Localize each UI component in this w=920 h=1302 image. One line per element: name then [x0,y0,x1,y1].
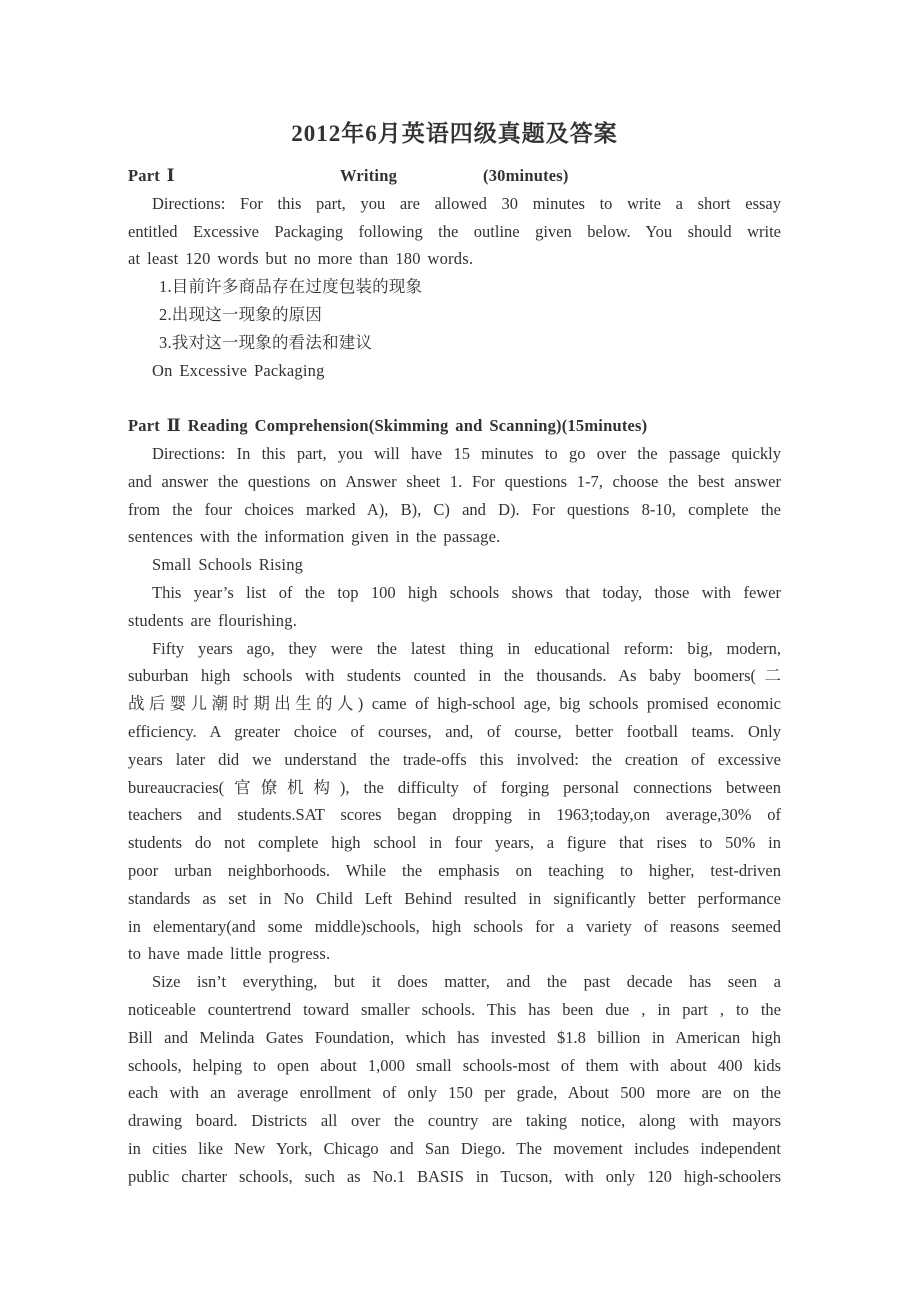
part2-directions-line: from the four choices marked A), B), C) and D). For questions 8-10, complete the [128,499,781,519]
passage-line: public charter schools, such as No.1 BASIS in Tucson, with only 120 high-schoolers [128,1166,781,1186]
part2-directions-line: Directions: In this part, you will have 15 minutes to go over the passage quickly [152,443,781,463]
part2-directions-line: sentences with the information given in the passage. [128,527,501,547]
part1-section-name: Writing [340,166,398,185]
spacer-line [128,384,781,412]
passage-line: noticeable countertrend toward smaller schools. This has been due , in part , to the [128,999,781,1019]
passage-line: years later did we understand the trade-offs this involved: the creation of excessive [128,749,781,769]
passage-line: students do not complete high school in four years, a figure that rises to 50% in [128,833,781,853]
passage-line: to have made little progress. [128,944,331,964]
outline-item: 3.我对这一现象的看法和建议 [159,332,373,352]
part2-heading: Part Ⅱ Reading Comprehension(Skimming and Scanning)(15minutes) [128,416,648,436]
passage-line: schools, helping to open about 1,000 small schools-most of them with about 400 kids [128,1055,781,1075]
passage-line: students are flourishing. [128,610,298,630]
passage-line: Size isn’t everything, but it does matter, and the past decade has seen a [152,972,781,992]
passage-line: Fifty years ago, they were the latest thing in educational reform: big, modern, [152,638,781,658]
passage-line: standards as set in No Child Left Behind resulted in significantly better performance [128,888,781,908]
passage-line: bureaucracies(官僚机构), the difficulty of forging personal connections between [128,777,781,797]
passage-line: in cities like New York, Chicago and San Diego. The movement includes independent [128,1138,781,1158]
passage-line: drawing board. Districts all over the country are taking notice, along with mayors [128,1111,781,1131]
outline-item: 2.出现这一现象的原因 [159,304,323,324]
passage-title: Small Schools Rising [152,555,304,575]
part1-label: Part Ⅰ [128,166,175,185]
part1-heading [128,162,781,190]
part1-directions-line: entitled Excessive Packaging following the outline given below. You should write [128,221,781,241]
passage-line: poor urban neighborhoods. While the emphasis on teaching to higher, test-driven [128,860,781,880]
essay-title: On Excessive Packaging [152,360,325,380]
part1-duration: (30minutes) [483,166,569,185]
document-body [128,190,781,1191]
passage-line: This year’s list of the top 100 high schools shows that today, those with fewer [152,582,781,602]
document-page [128,0,781,1190]
passage-line: teachers and students.SAT scores began dropping in 1963;today,on average,30% of [128,805,781,825]
passage-line: in elementary(and some middle)schools, high schools for a variety of reasons seemed [128,916,781,936]
passage-line: suburban high schools with students counted in the thousands. As baby boomers(二 [128,666,781,686]
part1-directions-line: Directions: For this part, you are allowed 30 minutes to write a short essay [152,193,781,213]
passage-line: efficiency. A greater choice of courses, and, of course, better football teams. Only [128,721,781,741]
part1-directions-line: at least 120 words but no more than 180 words. [128,249,474,269]
outline-item: 1.目前许多商品存在过度包装的现象 [159,277,423,297]
passage-line: 战后婴儿潮时期出生的人) came of high-school age, big schools promised economic [128,694,781,714]
part2-directions-line: and answer the questions on Answer sheet 1. For questions 1-7, choose the best answer [128,471,781,491]
passage-line: each with an average enrollment of only 150 per grade, About 500 more are on the [128,1083,781,1103]
document-title: 2012年6月英语四级真题及答案 [291,121,618,146]
passage-line: Bill and Melinda Gates Foundation, which has invested $1.8 billion in American high [128,1027,781,1047]
